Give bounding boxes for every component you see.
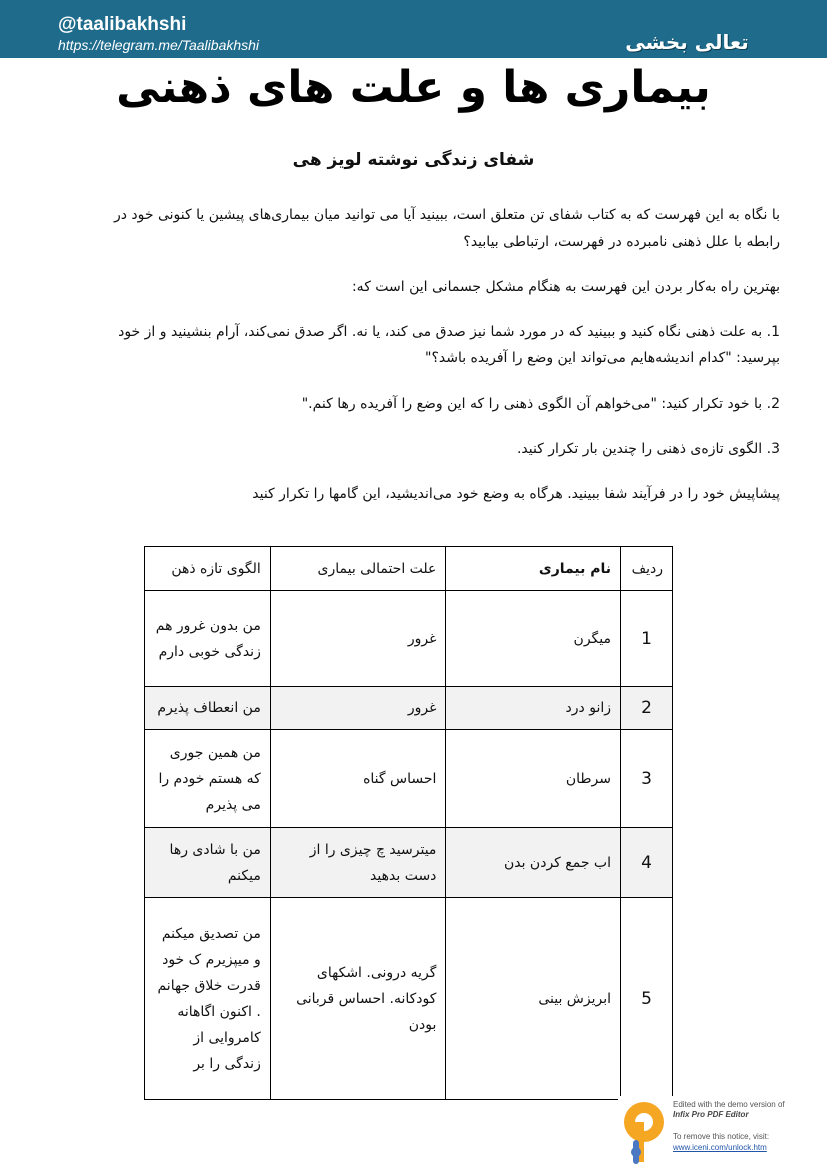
- row-number: 3: [621, 730, 673, 828]
- disease-name: سرطان: [446, 730, 621, 828]
- page-subtitle: شفای زندگی نوشته لویز هی: [292, 150, 535, 170]
- best-way-text: بهترین راه به‌کار بردن این فهرست به هنگام مشکل جسمانی این است که:: [351, 279, 780, 295]
- step-1-line-2: بپرسید: "کدام اندیشه‌هایم می‌تواند این وضع را آفریده باشد؟": [425, 350, 780, 366]
- telegram-handle: @taalibakhshi: [58, 14, 187, 35]
- infix-logo-icon: [622, 1100, 666, 1166]
- disease-name: ابریزش بینی: [446, 898, 621, 1100]
- row-number: 2: [621, 687, 673, 730]
- header-cause: علت احتمالی بیماری: [270, 547, 446, 591]
- new-pattern: من بدون غرور هم زندگی خوبی دارم: [145, 591, 271, 687]
- telegram-link[interactable]: https://telegram.me/Taalibakhshi: [58, 37, 260, 53]
- step-3-text: 3. الگوی تازه‌ی ذهنی را چندین بار تکرار کنید.: [516, 441, 780, 457]
- page-title: بیماری ها و علت های ذهنی: [116, 62, 711, 113]
- step-2-text: 2. با خود تکرار کنید: "می‌خواهم آن الگوی ذهنی را که این وضع را آفریده رها کنم.": [301, 396, 780, 412]
- disease-name: زانو درد: [446, 687, 621, 730]
- new-pattern: من همین جوری که هستم خودم را می پذیرم: [145, 730, 271, 828]
- table-row: [145, 730, 673, 828]
- header-bar: [0, 0, 827, 58]
- header-disease-name: نام بیماری: [446, 547, 621, 591]
- watermark-line-3: To remove this notice, visit:: [673, 1132, 770, 1141]
- table-row: [145, 898, 673, 1100]
- closing-text: پیشاپیش خود را در فرآیند شفا ببینید. هرگاه به وضع خود می‌اندیشید، این گامها را تکرار کنید: [252, 486, 780, 502]
- step-1-line-1: 1. به علت ذهنی نگاه کنید و ببینید که در مورد شما نیز صدق می کند، یا نه. اگر صدق نمی‌کند، آرام بنشینید و از خود: [118, 324, 780, 340]
- intro-line-2: رابطه با علل ذهنی نامبرده در فهرست، ارتباطی بیابید؟: [463, 234, 780, 250]
- watermark-line-2: Infix Pro PDF Editor: [673, 1110, 749, 1119]
- header-new-pattern: الگوی تازه ذهن: [145, 547, 271, 591]
- new-pattern: من انعطاف پذیرم: [145, 687, 271, 730]
- disease-cause: غرور: [270, 687, 446, 730]
- table-header-row: [145, 547, 673, 591]
- watermark-line-1: Edited with the demo version of: [673, 1100, 785, 1109]
- disease-cause: گریه درونی. اشکهای کودکانه. احساس قربانی بودن: [270, 898, 446, 1100]
- header-row-number: ردیف: [621, 547, 673, 591]
- new-pattern: من با شادی رها میکنم: [145, 828, 271, 898]
- disease-cause: غرور: [270, 591, 446, 687]
- table-row: [145, 591, 673, 687]
- disease-cause: احساس گناه: [270, 730, 446, 828]
- watermark-link[interactable]: www.iceni.com/unlock.htm: [673, 1143, 767, 1152]
- row-number: 1: [621, 591, 673, 687]
- new-pattern: من تصدیق میکنم و میپزیرم ک خود قدرت خلاق جهانم . اکنون اگاهانه کامروایی از زندگی را بر: [145, 898, 271, 1100]
- row-number: 5: [621, 898, 673, 1100]
- row-number: 4: [621, 828, 673, 898]
- disease-cause: میترسید چ چیزی را از دست بدهید: [270, 828, 446, 898]
- brand-logo: تعالی بخشی: [625, 30, 749, 54]
- table-row: [145, 687, 673, 730]
- disease-table: [144, 546, 673, 1100]
- intro-line-1: با نگاه به این فهرست که به کتاب شفای تن متعلق است، ببینید آیا می توانید میان بیماری‌های پیشین یا کنونی خود در: [113, 207, 780, 223]
- disease-name: اب جمع کردن بدن: [446, 828, 621, 898]
- editor-watermark: [618, 1096, 827, 1170]
- table-row: [145, 828, 673, 898]
- disease-name: میگرن: [446, 591, 621, 687]
